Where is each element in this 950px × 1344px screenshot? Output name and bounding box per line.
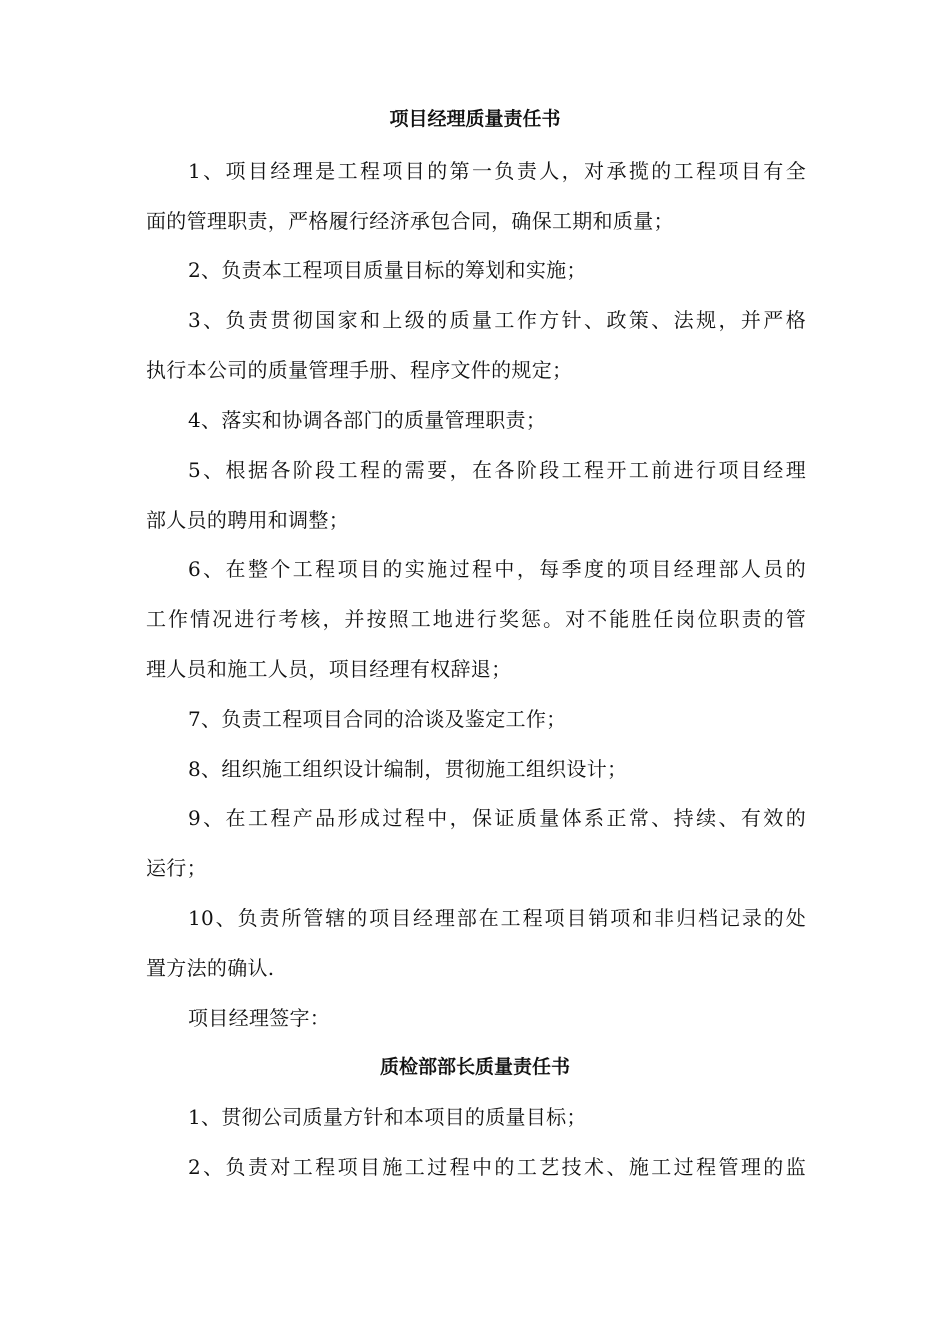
paragraph-line: 理人员和施工人员，项目经理有权辞退； (146, 657, 512, 681)
paragraph-line: 运行； (146, 856, 207, 880)
paragraph-line: 10、负责所管辖的项目经理部在工程项目销项和非归档记录的处 (188, 906, 806, 930)
paragraph-line: 面的管理职责，严格履行经济承包合同，确保工期和质量； (146, 209, 674, 233)
paragraph-line: 1、项目经理是工程项目的第一负责人，对承揽的工程项目有全 (188, 159, 806, 183)
paragraph-line: 2、负责本工程项目质量目标的筹划和实施； (188, 258, 587, 282)
paragraph-line: 8、组织施工组织设计编制，贯彻施工组织设计； (188, 757, 628, 781)
section-title-project-manager: 项目经理质量责任书 (389, 108, 561, 130)
paragraph-line: 9、在工程产品形成过程中，保证质量体系正常、持续、有效的 (188, 806, 806, 830)
section-title-quality-inspection: 质检部部长质量责任书 (379, 1056, 570, 1078)
paragraph-line: 部人员的聘用和调整； (146, 508, 349, 532)
paragraph-line: 3、负责贯彻国家和上级的质量工作方针、政策、法规，并严格 (188, 308, 806, 332)
paragraph-line: 执行本公司的质量管理手册、程序文件的规定； (146, 358, 573, 382)
paragraph-line: 1、贯彻公司质量方针和本项目的质量目标； (188, 1105, 587, 1129)
signature-label: 项目经理签字： (188, 1006, 331, 1030)
paragraph-line: 6、在整个工程项目的实施过程中，每季度的项目经理部人员的 (188, 557, 806, 581)
paragraph-line: 2、负责对工程项目施工过程中的工艺技术、施工过程管理的监 (188, 1155, 806, 1179)
paragraph-line: 4、落实和协调各部门的质量管理职责； (188, 408, 547, 432)
paragraph-line: 7、负责工程项目合同的洽谈及鉴定工作； (188, 707, 567, 731)
paragraph-line: 5、根据各阶段工程的需要，在各阶段工程开工前进行项目经理 (188, 458, 806, 482)
paragraph-line: 工作情况进行考核，并按照工地进行奖惩。对不能胜任岗位职责的管 (146, 607, 806, 631)
paragraph-line: 置方法的确认. (146, 956, 275, 980)
